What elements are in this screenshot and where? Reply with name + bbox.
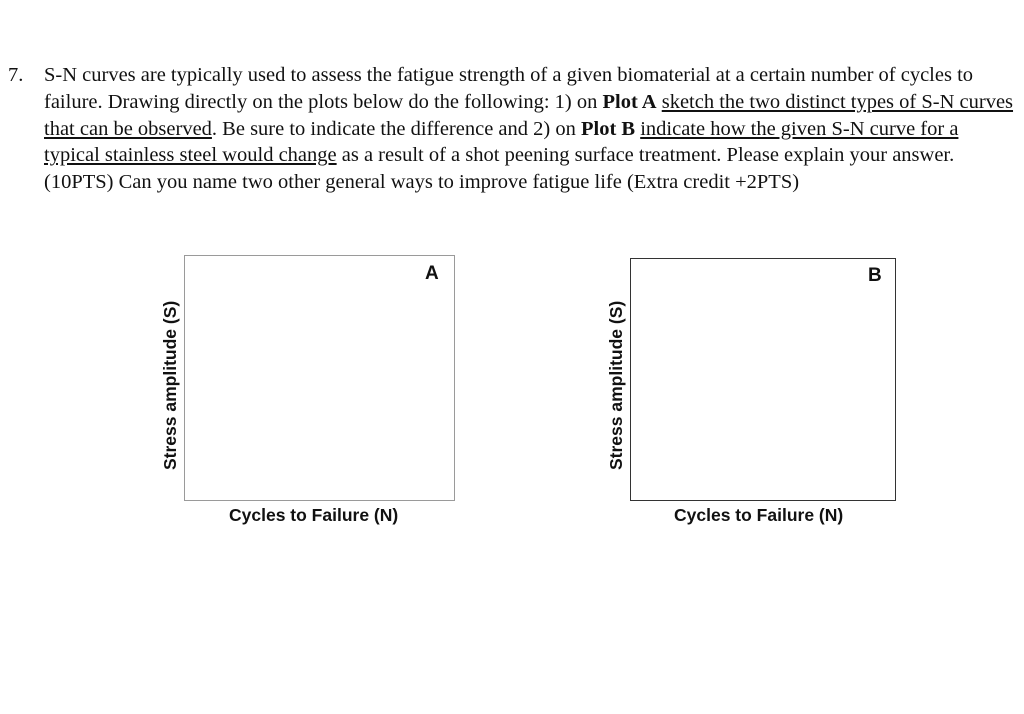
plot-b-y-axis-label: Stress amplitude (S) bbox=[606, 300, 626, 470]
question-text bbox=[44, 62, 1016, 196]
plot-a-y-axis-label: Stress amplitude (S) bbox=[160, 300, 180, 470]
plot-a-drawing-area[interactable] bbox=[184, 255, 455, 501]
plot-a-x-axis-label: Cycles to Failure (N) bbox=[229, 505, 399, 525]
plot-b-x-axis-label: Cycles to Failure (N) bbox=[674, 505, 844, 525]
question-text-segment: . Be sure to indicate the difference and 2) on bbox=[211, 117, 581, 140]
plot-a-reference: Plot A bbox=[602, 90, 657, 113]
question-text-segment: S-N curves are typically used to assess the fatigue strength of a given biomaterial at a certain number of cycles to failure. Drawing directly on the plots below do the following: 1) on bbox=[44, 64, 974, 113]
plot-b-drawing-area[interactable] bbox=[630, 258, 896, 501]
plot-b-letter: B bbox=[868, 265, 882, 286]
question-7 bbox=[8, 62, 1016, 196]
task-1-underlined: sketch the two distinct types of S-N curves that can be observed bbox=[44, 90, 1014, 140]
plot-b-reference: Plot B bbox=[580, 117, 636, 140]
plot-a-letter: A bbox=[425, 263, 439, 284]
question-text-segment: as a result of a shot peening surface treatment. Please explain your answer. (10PTS) Can you name two other general ways to improve fatigue life (Extra credit +2PTS) bbox=[44, 144, 955, 194]
task-2-underlined: indicate how the given S-N curve for a typical stainless steel would change bbox=[44, 117, 959, 167]
question-number: 7. bbox=[8, 64, 24, 86]
